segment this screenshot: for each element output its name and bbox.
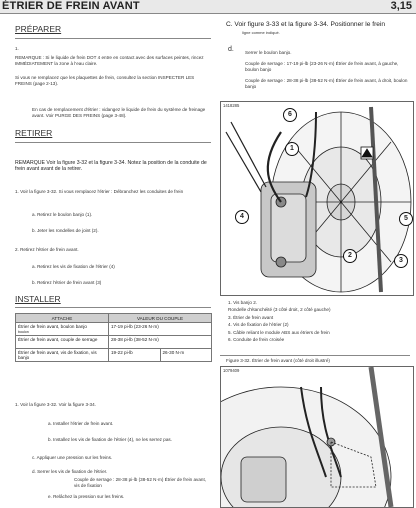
step-c-sub: ligne comme indiqué. bbox=[242, 30, 280, 35]
legend-item: 6. Conduite de frein croisée bbox=[228, 337, 285, 343]
note-dot4: REMARQUE : Si le liquide de frein DOT 4 entre en contact avec des surfaces peintes, rincez IMMÉDIATEMENT la zone à l'eau claire. bbox=[15, 55, 204, 66]
figure-caption: Figure 3-32. Étrier de frein avant (côté droit illustré) bbox=[226, 358, 330, 363]
legend-item: 1. Vis banjo 2. bbox=[228, 300, 258, 305]
step-d-torque-left: Couple de serrage : 17-19 pi-lb (23-26 N·m) Étrier de frein avant, à gauche, boulon banjo bbox=[245, 61, 399, 72]
note-pads: Si vous ne remplacez que les plaquettes de frein, consultez la section INSPECTER LES FREINS (page 2-13). bbox=[15, 75, 195, 86]
table-cell bbox=[16, 323, 109, 336]
figure-id: 1079409 bbox=[223, 368, 240, 373]
install-step-c: c. Appliquer une pression sur les freins. bbox=[32, 455, 113, 460]
callout-2: 2 bbox=[343, 249, 357, 263]
legend-item: 3. Étrier de frein avant bbox=[228, 314, 274, 320]
step-d: Serrer le boulon banjo. bbox=[245, 50, 292, 55]
divider bbox=[15, 142, 211, 143]
figure-3-33 bbox=[220, 366, 414, 508]
step-d-label: d. bbox=[228, 46, 234, 53]
brake-line-illustration bbox=[221, 367, 413, 507]
table-row bbox=[16, 349, 212, 362]
step-d-torque-right: Couple de serrage : 28-38 pi-lb (38-52 N·m) Étrier de frein avant, à droit, boulon banjo bbox=[245, 78, 408, 89]
legend-item: 5. Câble reliant le module ABS aux étriers de frein bbox=[228, 329, 330, 335]
table-header-row bbox=[16, 314, 212, 323]
table-cell: 19-22 pi-lb bbox=[109, 349, 161, 362]
note-drain: En cas de remplacement d'étrier : vidangez le liquide de frein du système de freinage avant. Voir PURGE DES FREINS (page 3-48). bbox=[32, 107, 206, 118]
section-retirer: RETIRER bbox=[15, 128, 53, 138]
install-step-1: 1. Voir la figure 3-32. Voir la figure 3-34. bbox=[15, 402, 96, 407]
legend-item: 4. Vis de fixation de l'étrier (2) bbox=[228, 322, 289, 328]
table-row bbox=[16, 323, 212, 336]
page-title: ÉTRIER DE FREIN AVANT bbox=[2, 0, 140, 12]
torque-table bbox=[15, 313, 212, 362]
install-step-d: d. Serrer les vis de fixation de l'étrier. bbox=[32, 469, 108, 474]
callout-5: 5 bbox=[399, 212, 413, 226]
divider bbox=[220, 355, 410, 356]
install-step-d-torque: Couple de serrage : 28-38 pi-lb (38-52 N·m) Étrier de frein avant, vis de fixation bbox=[74, 477, 207, 488]
row-name: Étrier de frein avant, boulon banjo bbox=[18, 324, 87, 329]
caliper-illustration bbox=[221, 102, 413, 295]
remove-step-1a: a. Retirez le boulon banjo (1). bbox=[32, 212, 93, 217]
step-c: C. Voir figure 3-33 et la figure 3-34. Positionner le frein bbox=[226, 21, 386, 28]
callout-1: 1 bbox=[285, 142, 299, 156]
install-step-e: e. Relâchez la pression sur les freins. bbox=[48, 494, 125, 499]
table-header-couple: VALEUR DU COUPLE bbox=[109, 314, 212, 323]
divider bbox=[15, 307, 211, 308]
callout-3: 3 bbox=[394, 254, 408, 268]
figure-id: 1418285 bbox=[223, 103, 240, 108]
remove-step-1b: b. Jeter les rondelles de joint (2). bbox=[32, 228, 99, 233]
remove-step-1: 1. Voir la figure 3-32. Si vous remplacez l'étrier : Débranchez les conduites de frein bbox=[15, 189, 184, 194]
step-number: 1. bbox=[15, 46, 19, 51]
remove-step-2: 2. Retirez l'étrier de frein avant. bbox=[15, 247, 79, 252]
table-cell: 28-38 pi-lb (38-52 N·m) bbox=[109, 336, 212, 349]
row-sub: boulon bbox=[18, 330, 29, 334]
install-step-b: b. Installez les vis de fixation de l'étrier (4), ne les serrez pas. bbox=[48, 437, 172, 442]
section-preparer: PRÉPARER bbox=[15, 24, 62, 34]
page-number: 3,15 bbox=[390, 0, 412, 12]
note-remove: REMARQUE Voir la figure 3-32 et la figure 3-34. Notez la position de la conduite de frein avant avant de la retirer. bbox=[15, 160, 207, 173]
table-cell: 17-19 pi-lb (23-26 N·m) bbox=[109, 323, 212, 336]
divider bbox=[15, 38, 211, 39]
table-header-attache: ATTACHE bbox=[16, 314, 109, 323]
table-cell: Étrier de frein avant, vis de fixation, vis banjo bbox=[16, 349, 109, 362]
remove-step-2b: b. Retirez l'étrier de frein avant (3) bbox=[32, 280, 102, 285]
table-cell: 26-30 N·m bbox=[160, 349, 212, 362]
figure-legend bbox=[228, 299, 408, 343]
install-step-a: a. Installer l'étrier de frein avant. bbox=[48, 421, 114, 426]
callout-6: 6 bbox=[283, 108, 297, 122]
page-header bbox=[0, 0, 416, 14]
table-row bbox=[16, 336, 212, 349]
table-cell: Étrier de frein avant, couple de serrage bbox=[16, 336, 109, 349]
figure-3-32 bbox=[220, 101, 414, 296]
legend-item: Rondelle d'étanchéité (3 côté droit, 2 côté gauche) bbox=[228, 307, 331, 313]
remove-step-2a: a. Retirez les vis de fixation de l'étrier (4) bbox=[32, 264, 115, 269]
callout-4: 4 bbox=[235, 210, 249, 224]
section-installer: INSTALLER bbox=[15, 294, 61, 304]
